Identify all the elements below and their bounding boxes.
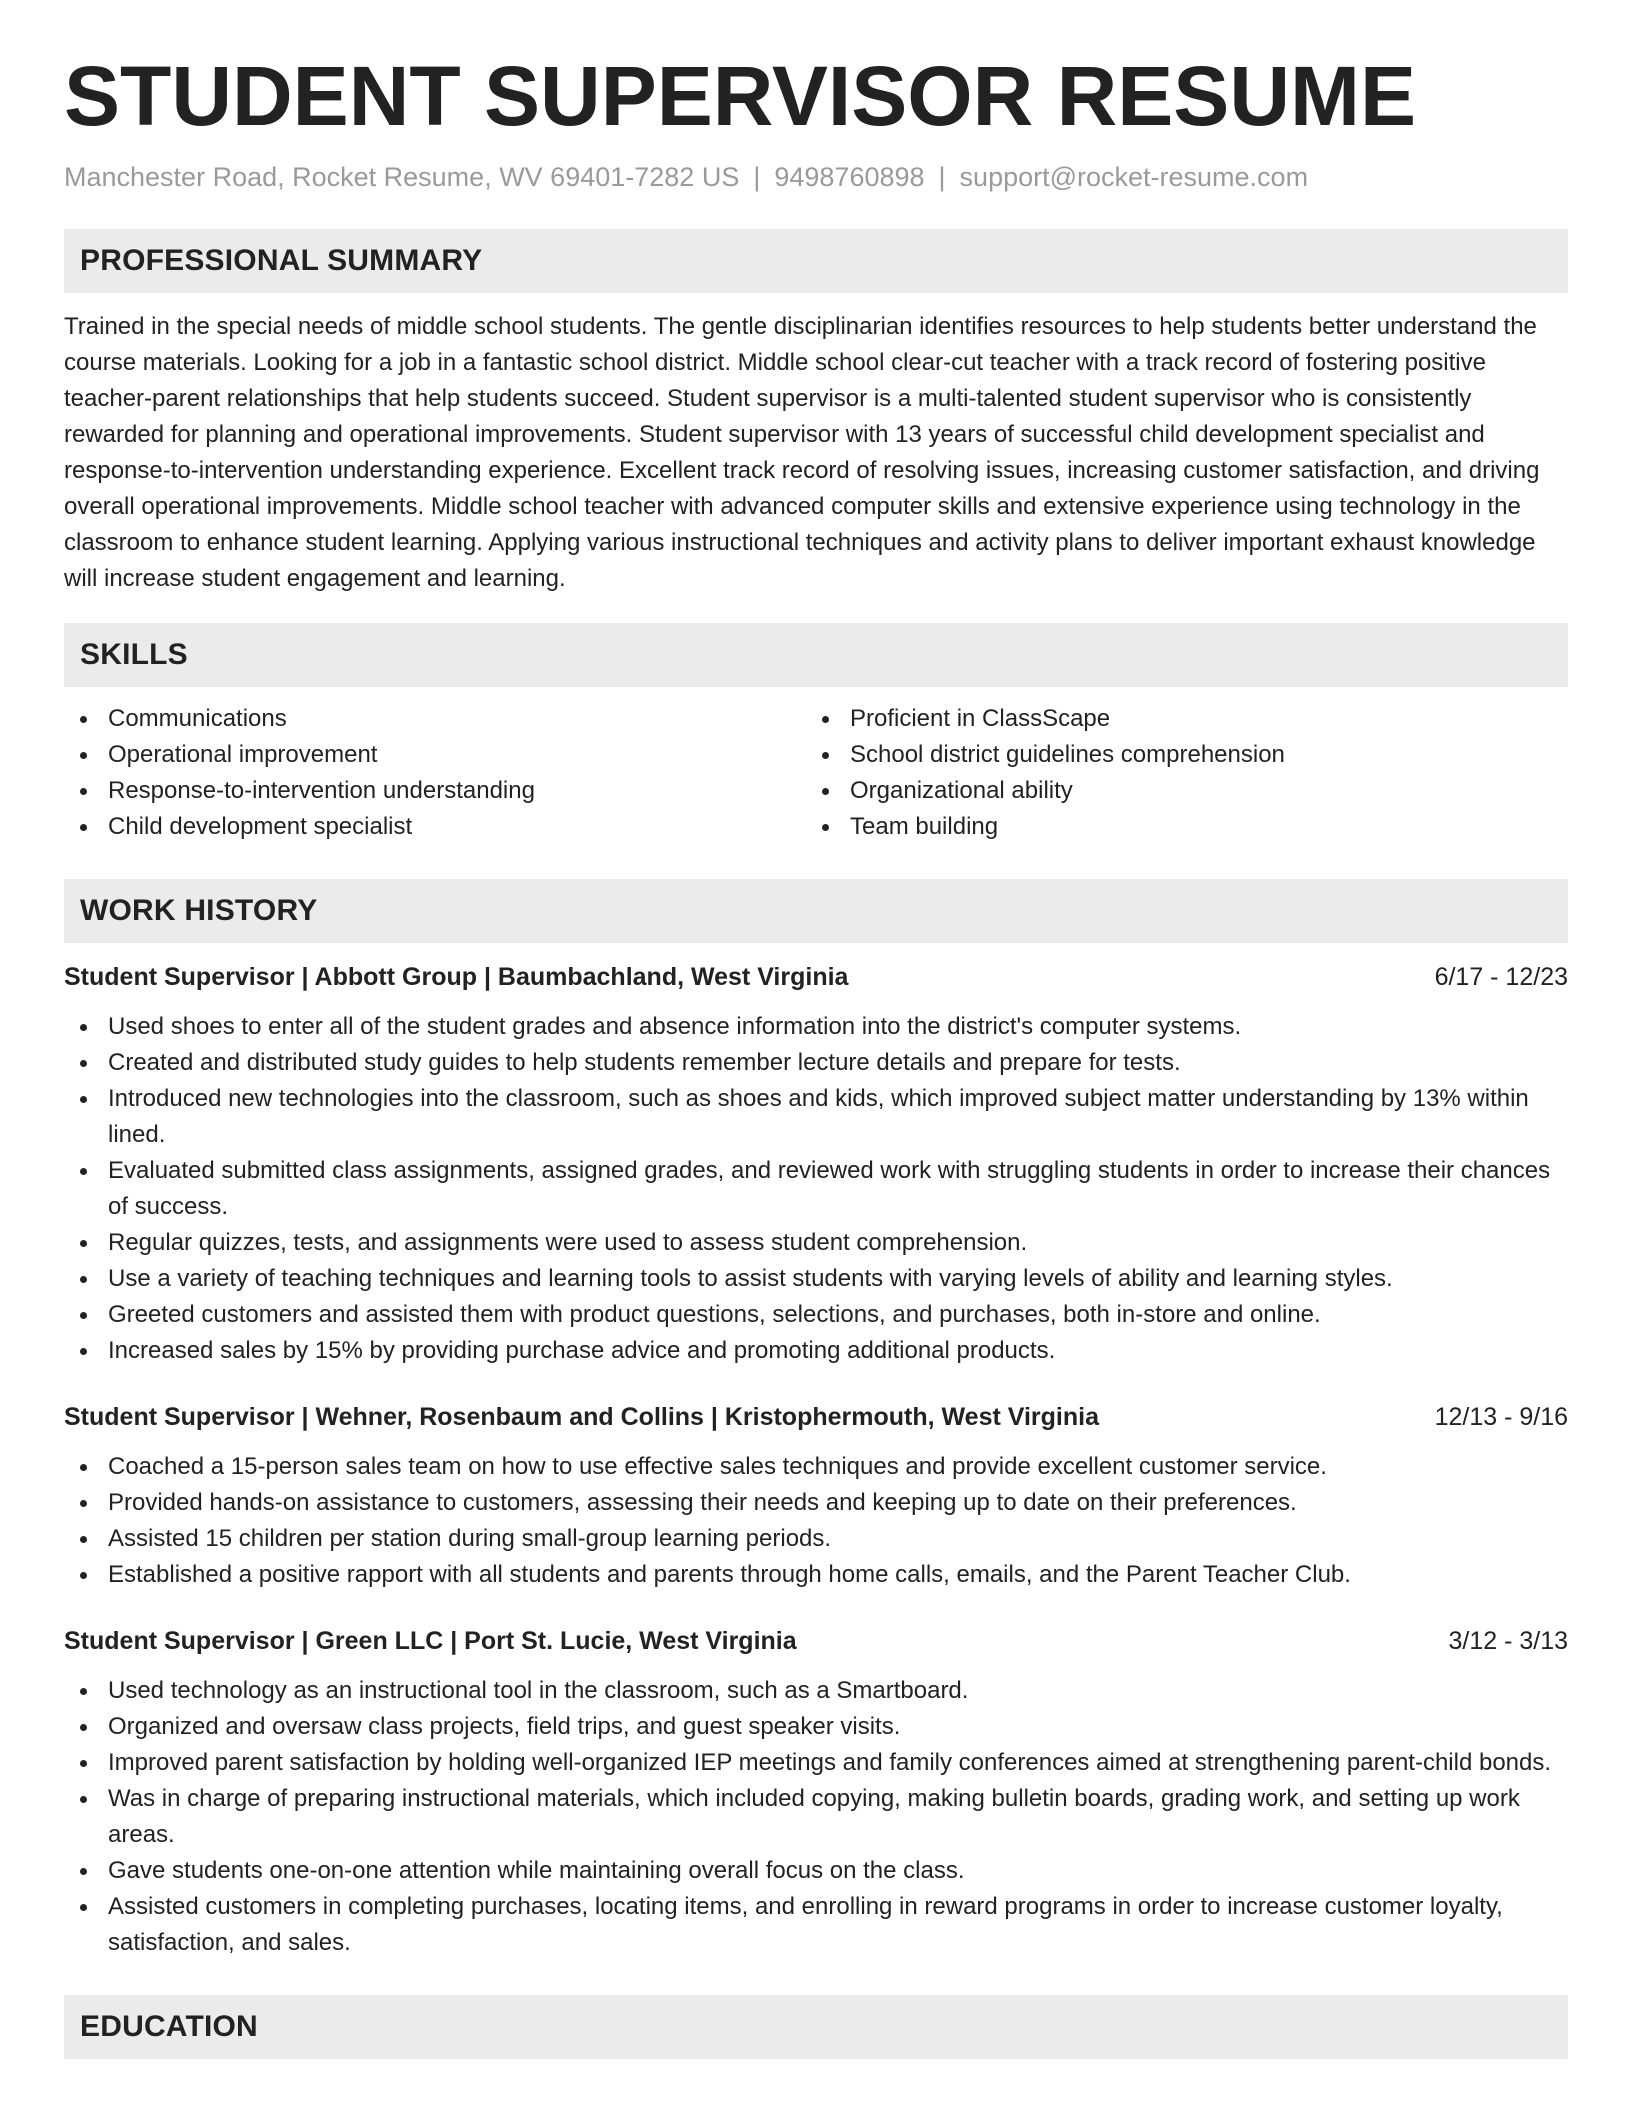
contact-separator: | (753, 162, 761, 193)
job-bullet: Gave students one-on-one attention while maintaining overall focus on the class. (64, 1853, 1568, 1889)
summary-text: Trained in the special needs of middle school students. The gentle disciplinarian identifies resources to help students better understand the course materials. Looking for a job in a fantastic school district. Middle school clear-cut teacher with a track record of fostering positive teacher-parent relationships that help students succeed. Student supervisor is a multi-talented student supervisor who is consistently rewarded for planning and operational improvements. Student supervisor with 13 years of successful child development specialist and response-to-intervention understanding experience. Excellent track record of resolving issues, increasing customer satisfaction, and driving overall operational improvements. Middle school teacher with advanced computer skills and extensive experience using technology in the classroom to enhance student learning. Applying various instructional techniques and activity plans to deliver important exhaust knowledge will increase student engagement and learning. (64, 313, 1540, 593)
job-bullet: Introduced new technologies into the classroom, such as shoes and kids, which improved subject matter understanding by 13% within lined. (64, 1081, 1568, 1153)
job-bullet: Used technology as an instructional tool in the classroom, such as a Smartboard. (64, 1673, 1568, 1709)
job-dates: 3/12 - 3/13 (1448, 1627, 1568, 1656)
skill-item: Operational improvement (64, 737, 806, 773)
section-title: SKILLS (80, 638, 188, 672)
section-title: WORK HISTORY (80, 894, 318, 928)
job-bullet: Created and distributed study guides to help students remember lecture details and prepare for tests. (64, 1045, 1568, 1081)
skill-item: School district guidelines comprehension (806, 737, 1548, 773)
section-header-education (64, 1995, 1568, 2059)
job-bullet: Coached a 15-person sales team on how to use effective sales techniques and provide excellent customer service. (64, 1449, 1568, 1485)
phone-number: 9498760898 (774, 162, 925, 193)
job-header (64, 959, 1568, 995)
job-entry (64, 1623, 1568, 1961)
skill-item: Communications (64, 701, 806, 737)
resume-title: STUDENT SUPERVISOR RESUME (64, 49, 1416, 143)
job-bullet: Assisted customers in completing purchases, locating items, and enrolling in reward programs in order to increase customer loyalty, satisfaction, and sales. (64, 1889, 1568, 1961)
contact-separator: | (938, 162, 946, 193)
skills-list (64, 701, 1568, 845)
job-dates: 12/13 - 9/16 (1434, 1403, 1568, 1432)
job-bullet: Established a positive rapport with all students and parents through home calls, emails, and the Parent Teacher Club. (64, 1557, 1568, 1593)
job-bullets (64, 1009, 1568, 1369)
job-bullet: Organized and oversaw class projects, field trips, and guest speaker visits. (64, 1709, 1568, 1745)
job-bullet: Greeted customers and assisted them with product questions, selections, and purchases, both in-store and online. (64, 1297, 1568, 1333)
job-title: Student Supervisor | Abbott Group | Baumbachland, West Virginia (64, 963, 849, 992)
job-header (64, 1399, 1568, 1435)
job-bullet: Assisted 15 children per station during small-group learning periods. (64, 1521, 1568, 1557)
section-header-skills (64, 623, 1568, 687)
section-title: EDUCATION (80, 2010, 258, 2044)
skills-column-left (64, 701, 806, 845)
job-title: Student Supervisor | Green LLC | Port St. Lucie, West Virginia (64, 1627, 797, 1656)
job-bullet: Was in charge of preparing instructional materials, which included copying, making bulletin boards, grading work, and setting up work areas. (64, 1781, 1568, 1853)
job-bullet: Used shoes to enter all of the student grades and absence information into the district's computer systems. (64, 1009, 1568, 1045)
skill-item: Child development specialist (64, 809, 806, 845)
contact-line (64, 160, 1568, 195)
job-bullet: Regular quizzes, tests, and assignments were used to assess student comprehension. (64, 1225, 1568, 1261)
job-bullet: Increased sales by 15% by providing purchase advice and promoting additional products. (64, 1333, 1568, 1369)
address: Manchester Road, Rocket Resume, WV 69401-7282 US (64, 162, 740, 193)
job-entry (64, 1399, 1568, 1593)
job-bullets (64, 1673, 1568, 1961)
email-address: support@rocket-resume.com (959, 162, 1309, 193)
job-dates: 6/17 - 12/23 (1434, 963, 1568, 992)
job-entry (64, 959, 1568, 1369)
job-bullet: Improved parent satisfaction by holding well-organized IEP meetings and family conferences aimed at strengthening parent-child bonds. (64, 1745, 1568, 1781)
skill-item: Proficient in ClassScape (806, 701, 1548, 737)
skill-item: Team building (806, 809, 1548, 845)
section-title: PROFESSIONAL SUMMARY (80, 244, 483, 278)
skill-item: Response-to-intervention understanding (64, 773, 806, 809)
job-bullet: Evaluated submitted class assignments, assigned grades, and reviewed work with struggling students in order to increase their chances of success. (64, 1153, 1568, 1225)
skill-item: Organizational ability (806, 773, 1548, 809)
job-bullet: Provided hands-on assistance to customers, assessing their needs and keeping up to date on their preferences. (64, 1485, 1568, 1521)
section-header-summary (64, 229, 1568, 293)
job-bullets (64, 1449, 1568, 1593)
job-bullet: Use a variety of teaching techniques and learning tools to assist students with varying levels of ability and learning styles. (64, 1261, 1568, 1297)
job-title: Student Supervisor | Wehner, Rosenbaum and Collins | Kristophermouth, West Virginia (64, 1403, 1099, 1432)
skills-column-right (806, 701, 1548, 845)
job-header (64, 1623, 1568, 1659)
section-header-work-history (64, 879, 1568, 943)
